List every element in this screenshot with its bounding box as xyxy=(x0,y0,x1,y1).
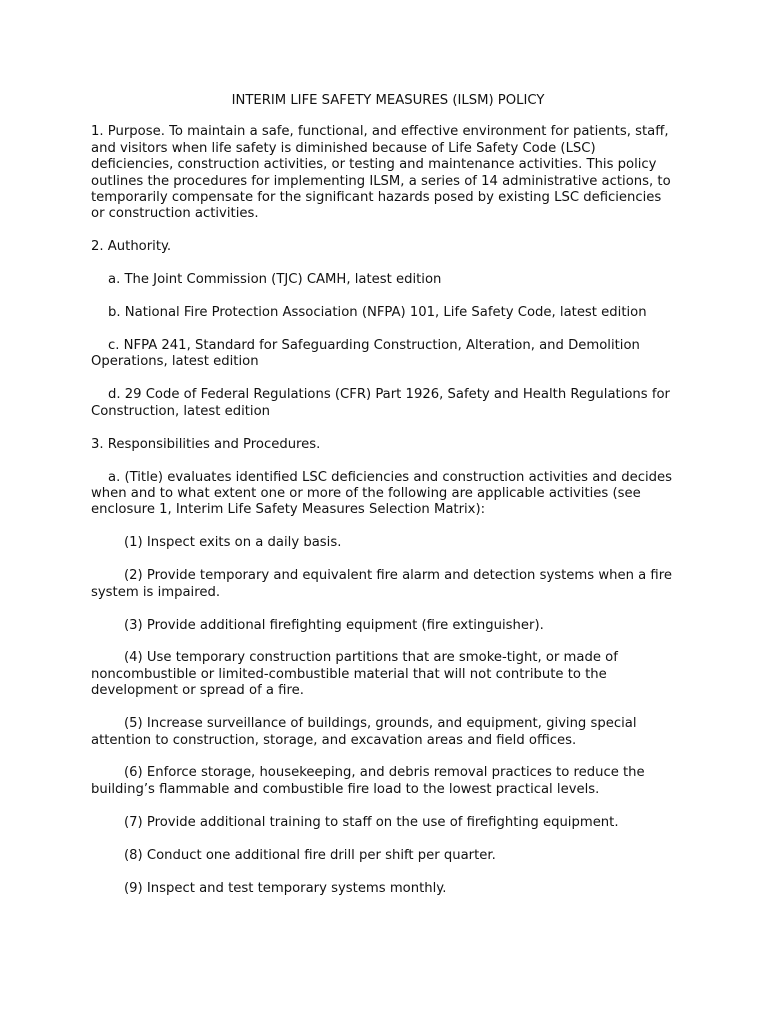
measure-item-2: (2) Provide temporary and equivalent fire alarm and detection systems when a fire system is impaired. xyxy=(91,568,672,600)
document-title: INTERIM LIFE SAFETY MEASURES (ILSM) POLICY xyxy=(231,93,545,108)
measure-item-7: (7) Provide additional training to staff on the use of firefighting equipment. xyxy=(124,814,619,830)
authority-item-a: a. The Joint Commission (TJC) CAMH, latest edition xyxy=(108,272,442,288)
document-body xyxy=(91,93,677,914)
measure-item-3: (3) Provide additional firefighting equipment (fire extinguisher). xyxy=(124,617,544,633)
measure-item-4: (4) Use temporary construction partitions that are smoke-tight, or made of noncombustible or limited-combustible material that will not contribute to the development or spread of a fire. xyxy=(91,650,618,699)
measure-item-5: (5) Increase surveillance of buildings, grounds, and equipment, giving special attention to construction, storage, and excavation areas and field offices. xyxy=(91,716,637,748)
authority-heading: 2. Authority. xyxy=(91,239,172,255)
purpose-paragraph: 1. Purpose. To maintain a safe, functional, and effective environment for patients, staff, and visitors when life safety is diminished because of Life Safety Code (LSC) deficiencies, construction activities, or testing and maintenance activities. This policy outlines the procedures for implementing ILSM, a series of 14 administrative actions, to temporarily compensate for the significant hazards posed by existing LSC deficiencies or construction activities. xyxy=(91,124,671,222)
authority-item-b: b. National Fire Protection Association (NFPA) 101, Life Safety Code, latest edition xyxy=(108,305,647,321)
authority-item-d: d. 29 Code of Federal Regulations (CFR) Part 1926, Safety and Health Regulations for Construction, latest edition xyxy=(91,387,670,419)
responsibilities-intro: a. (Title) evaluates identified LSC deficiencies and construction activities and decides when and to what extent one or more of the following are applicable activities (see enclosure 1, Interim Life Safety Measures Selection Matrix): xyxy=(91,469,672,518)
measure-item-1: (1) Inspect exits on a daily basis. xyxy=(124,535,342,551)
measure-item-6: (6) Enforce storage, housekeeping, and debris removal practices to reduce the building’s flammable and combustible fire load to the lowest practical levels. xyxy=(91,765,645,797)
measure-item-8: (8) Conduct one additional fire drill per shift per quarter. xyxy=(124,847,496,863)
authority-item-c: c. NFPA 241, Standard for Safeguarding Construction, Alteration, and Demolition Operations, latest edition xyxy=(91,338,640,370)
responsibilities-heading: 3. Responsibilities and Procedures. xyxy=(91,436,321,452)
measure-item-9: (9) Inspect and test temporary systems monthly. xyxy=(124,880,447,896)
